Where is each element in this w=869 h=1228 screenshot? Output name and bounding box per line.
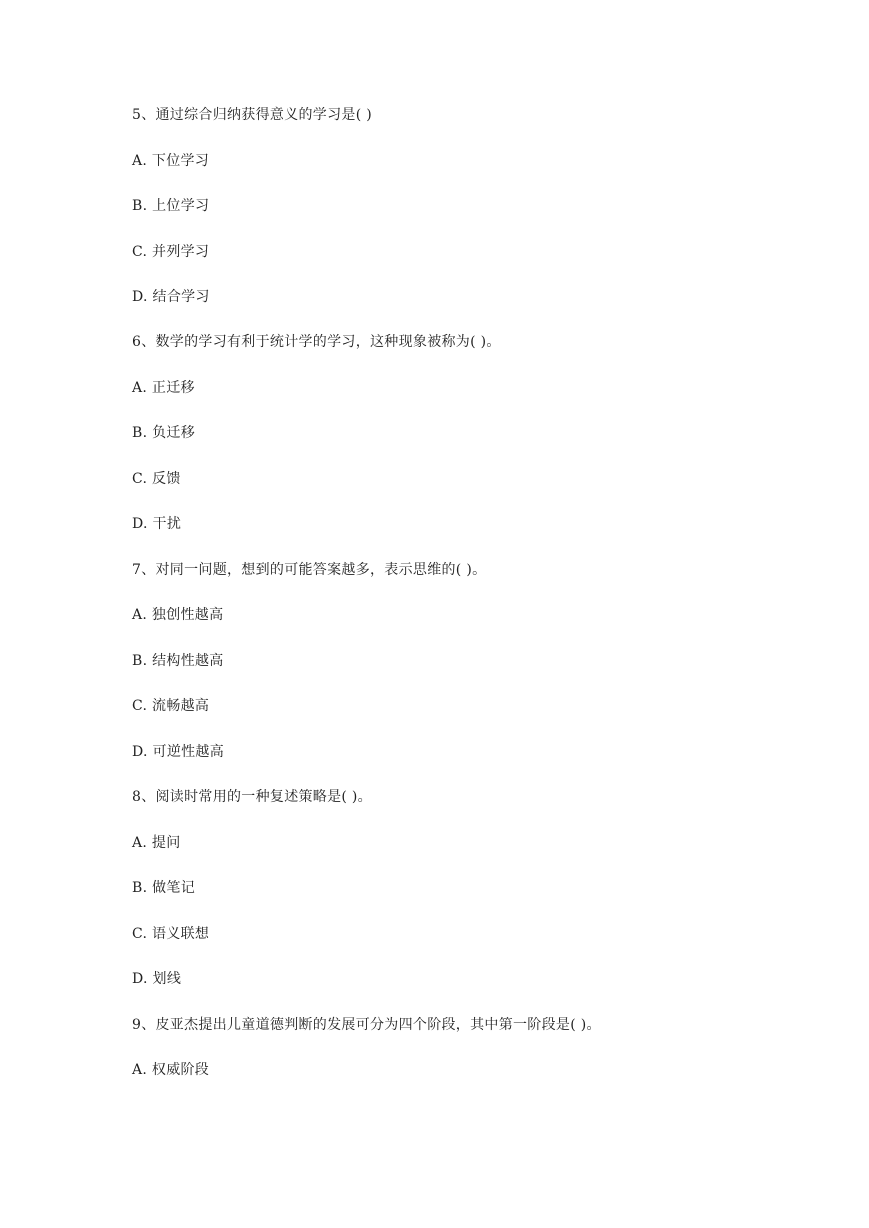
question-5-option-a: A. 下位学习 (132, 153, 210, 169)
question-5-option-b: B. 上位学习 (132, 198, 210, 214)
question-6-stem: 6、数学的学习有利于统计学的学习，这种现象被称为( )。 (132, 334, 501, 350)
question-9-option-a: A. 权威阶段 (132, 1062, 210, 1078)
question-7-option-c: C. 流畅越高 (132, 698, 210, 714)
question-6-option-a: A. 正迁移 (132, 380, 195, 396)
question-7-stem: 7、对同一问题，想到的可能答案越多，表示思维的( )。 (132, 562, 487, 578)
question-5-option-d: D. 结合学习 (132, 289, 210, 305)
question-8-option-d: D. 划线 (132, 971, 182, 987)
question-9-stem: 9、皮亚杰提出儿童道德判断的发展可分为四个阶段，其中第一阶段是( )。 (132, 1017, 601, 1033)
question-8-option-a: A. 提问 (132, 835, 181, 851)
question-6-option-b: B. 负迁移 (132, 425, 195, 441)
question-6-option-d: D. 干扰 (132, 516, 182, 532)
question-8-stem: 8、阅读时常用的一种复述策略是( )。 (132, 789, 372, 805)
question-7-option-a: A. 独创性越高 (132, 607, 224, 623)
question-6-option-c: C. 反馈 (132, 471, 181, 487)
question-5-stem: 5、通过综合归纳获得意义的学习是( ) (132, 107, 372, 123)
question-8-option-b: B. 做笔记 (132, 880, 195, 896)
question-8-option-c: C. 语义联想 (132, 926, 210, 942)
question-7-option-d: D. 可逆性越高 (132, 744, 225, 760)
question-7-option-b: B. 结构性越高 (132, 653, 224, 669)
question-5-option-c: C. 并列学习 (132, 244, 210, 260)
